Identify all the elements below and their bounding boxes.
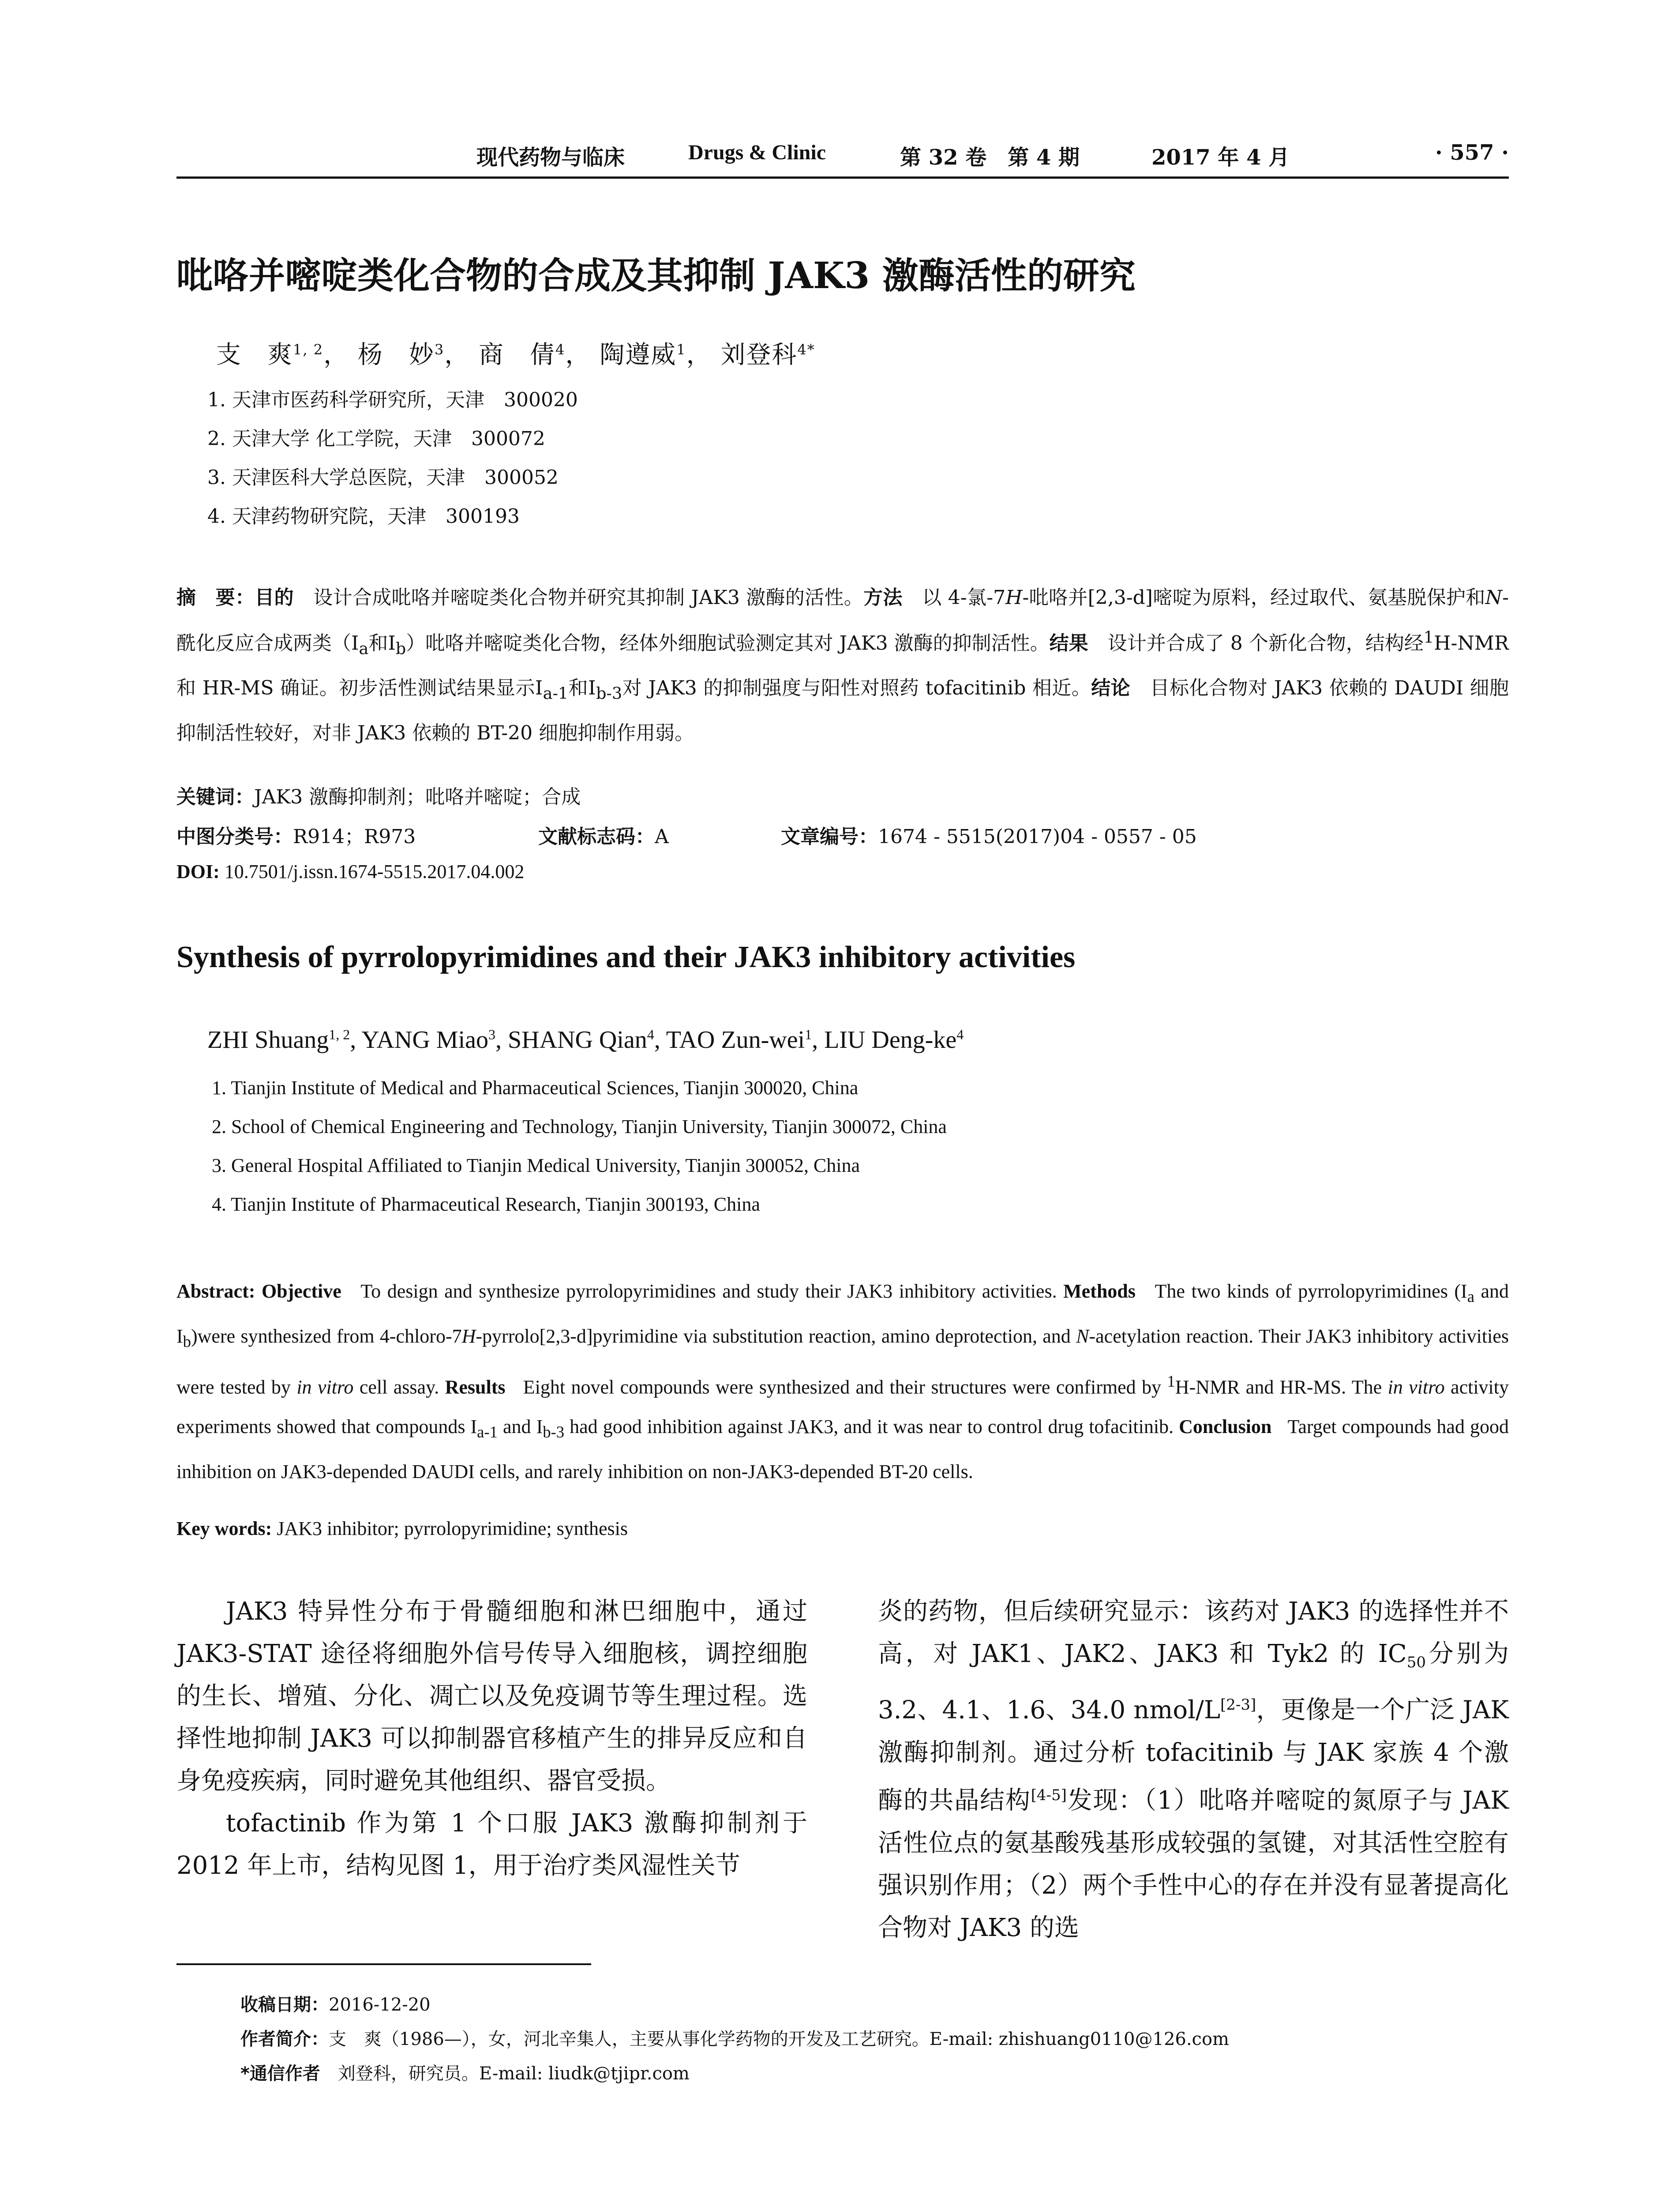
- authors-cn: 支 爽$^{1, 2}$， 杨 妙$^3$， 商 倩$^4$， 陶遵威$^1$， 刘登科$^{4*}$: [216, 341, 815, 369]
- journal-name-en: Drugs & Clinic: [688, 141, 826, 164]
- author-name: SHANG Qian: [507, 1026, 647, 1054]
- methods-label: Methods: [1063, 1280, 1136, 1302]
- footnote-rule: [176, 1963, 591, 1965]
- volume-issue: 第 32 卷 第 4 期: [900, 145, 1080, 170]
- abstract-label: Abstract:: [176, 1280, 255, 1302]
- conclusion-text: 目标化合物对 JAK3 依赖的 DAUDI 细胞抑制活性较好，对非 JAK3 依赖的 BT-20 细胞抑制作用弱。: [176, 677, 1509, 745]
- author-affiliation-mark: 4: [956, 1026, 964, 1043]
- results-text: H-NMR 和 HR-MS 确证。初步活性测试结果显示Ⅰ: [176, 632, 1509, 700]
- keywords-text: JAK3 inhibitor; pyrrolopyrimidine; synthesis: [272, 1518, 628, 1539]
- methods-italic: N: [1076, 1325, 1089, 1347]
- methods-text: -吡咯并[2,3-d]嘧啶为原料，经过取代、氨基脱保护和: [1022, 586, 1485, 609]
- methods-text: The two kinds of pyrrolopyrimidines (I: [1155, 1280, 1467, 1302]
- author-bio-label: 作者简介：: [240, 2029, 329, 2049]
- conclusion-label: Conclusion: [1179, 1416, 1272, 1438]
- conclusion-text: Target compounds had good inhibition on JAK3-depended DAUDI cells, and rarely inhibition on non-JAK3-depended BT-20 cells.: [176, 1416, 1509, 1483]
- methods-italic: N: [1485, 586, 1503, 609]
- author-name: 陶遵威: [600, 341, 677, 369]
- methods-text: -酰化反应合成两类（Ⅰ: [176, 586, 1509, 655]
- title-en: Synthesis of pyrrolopyrimidines and their JAK3 inhibitory activities: [176, 940, 1076, 974]
- subscript: a: [359, 639, 369, 658]
- author-affiliation-mark: 3: [488, 1026, 495, 1043]
- results-text: and I: [497, 1416, 543, 1438]
- journal-name-cn: 现代药物与临床: [476, 145, 625, 170]
- author-affiliation-mark: 4: [555, 341, 566, 358]
- results-label: Results: [445, 1376, 506, 1398]
- author-affiliation-mark: 4: [647, 1026, 654, 1043]
- body-text: ，更像是一个广泛 JAK 激酶抑制剂。通过分析 tofacitinib 与 JAK 家族 4 个激酶的共晶结构: [878, 1696, 1509, 1815]
- citation[interactable]: [4-5]: [1031, 1786, 1067, 1804]
- author-name: 商 倩: [479, 341, 556, 369]
- received-label: 收稿日期：: [240, 1995, 329, 2015]
- article-no-label: 文章编号：: [781, 825, 878, 848]
- methods-label: 方法: [863, 586, 903, 609]
- results-text: H-NMR and HR-MS. The: [1175, 1376, 1388, 1398]
- affiliation-cn: 4. 天津药物研究院，天津 300193: [207, 505, 520, 528]
- citation[interactable]: [2-3]: [1220, 1696, 1256, 1714]
- subscript: a-1: [477, 1423, 498, 1441]
- methods-text: ）吡咯并嘧啶类化合物，经体外细胞试验测定其对 JAK3 激酶的抑制活性。: [406, 632, 1050, 655]
- classification-value: R914；R973: [293, 825, 416, 848]
- author-bio-text: 支 爽（1986—），女，河北辛集人，主要从事化学药物的开发及工艺研究。E-mail: zhishuang0110@126.com: [329, 2029, 1229, 2049]
- document-code: [538, 821, 669, 849]
- methods-text: -acetylation reaction. Their JAK3 inhibitory activities were tested by: [176, 1325, 1509, 1398]
- authors-en: ZHI Shuang$^{1, 2}$, YANG Miao$^3$, SHANG Qian$^4$, TAO Zun-wei$^1$, LIU Deng-$ke^4$: [207, 1026, 964, 1054]
- body-paragraph: [878, 1591, 1509, 1949]
- subscript: 50: [1406, 1654, 1426, 1672]
- affiliation-cn: 1. 天津市医药科学研究所，天津 300020: [207, 389, 578, 411]
- affiliation-en: 4. Tianjin Institute of Pharmaceutical Research, Tianjin 300193, China: [212, 1193, 760, 1215]
- article-no-value: 1674 - 5515(2017)04 - 0557 - 05: [878, 825, 1197, 848]
- objective-text: 设计合成吡咯并嘧啶类化合物并研究其抑制 JAK3 激酶的活性。: [313, 586, 864, 609]
- classification-label: 中图分类号：: [176, 825, 293, 848]
- objective-label: 目的: [255, 586, 294, 609]
- doi-line: [176, 860, 524, 883]
- author-bio: [240, 2025, 1229, 2050]
- methods-text: )were synthesized from 4-chloro-7: [191, 1325, 462, 1347]
- body-column-left: [176, 1591, 807, 1887]
- author-affiliation-mark: 1, 2: [293, 341, 324, 358]
- results-text: 和Ⅰ: [568, 677, 596, 700]
- body-paragraph: tofactinib 作为第 1 个口服 JAK3 激酶抑制剂于 2012 年上市，结构见图 1，用于治疗类风湿性关节: [176, 1809, 807, 1880]
- doi-label: DOI:: [176, 861, 220, 882]
- received-date: [240, 1991, 431, 2016]
- affiliation-en: 2. School of Chemical Engineering and Technology, Tianjin University, Tianjin 300072, China: [212, 1116, 947, 1137]
- results-text: 设计并合成了 8 个新化合物，结构经: [1107, 632, 1424, 655]
- methods-text: 以 4-氯-7: [922, 586, 1006, 609]
- author-name: LIU Deng-ke: [824, 1026, 957, 1054]
- author-affiliation-mark: 1: [676, 341, 686, 358]
- superscript: 1: [1423, 628, 1434, 647]
- corr-label: *通信作者: [240, 2063, 320, 2084]
- body-paragraph: JAK3 特异性分布于骨髓细胞和淋巴细胞中，通过 JAK3-STAT 途径将细胞外信号传导入细胞核，调控细胞的生长、增殖、分化、凋亡以及免疫调节等生理过程。选择性地抑制 JAK3 可以抑制器官移植产生的排异反应和自身免疫疾病，同时避免其他组织、器官受损。: [176, 1597, 807, 1795]
- running-header: [176, 140, 1509, 176]
- objective-text: To design and synthesize pyrrolopyrimidines and study their JAK3 inhibitory activities.: [360, 1280, 1057, 1302]
- conclusion-label: 结论: [1091, 677, 1131, 700]
- keywords-cn: [176, 781, 581, 809]
- author-name: TAO Zun-wei: [666, 1026, 805, 1054]
- affiliation-cn: 3. 天津医科大学总医院，天津 300052: [207, 466, 559, 489]
- author-affiliation-mark: 4*: [797, 341, 815, 358]
- methods-text: cell assay.: [353, 1376, 439, 1398]
- abstract-en: [176, 1272, 1509, 1492]
- methods-text: and I: [176, 1280, 1509, 1347]
- abstract-cn: [176, 578, 1509, 753]
- superscript: 1: [1167, 1372, 1175, 1390]
- title-cn: 吡咯并嘧啶类化合物的合成及其抑制 JAK3 激酶活性的研究: [176, 255, 1136, 297]
- corresponding-author: [240, 2060, 690, 2085]
- received-value: 2016-12-20: [329, 1995, 431, 2015]
- methods-italic: H: [1005, 586, 1023, 609]
- results-text: had good inhibition against JAK3, and it was near to control drug tofacitinib.: [564, 1416, 1174, 1438]
- methods-text: -pyrrolo[2,3-d]pyrimidine via substitution reaction, amino deprotection, and: [476, 1325, 1076, 1347]
- page-number: · 557 ·: [1435, 140, 1509, 165]
- issue-date: 2017 年 4 月: [1151, 145, 1290, 170]
- keywords-label: 关键词：: [176, 786, 254, 808]
- doc-code-value: A: [655, 825, 669, 848]
- affiliation-cn: 2. 天津大学 化工学院，天津 300072: [207, 428, 545, 450]
- author-name: ZHI Shuang: [207, 1026, 329, 1054]
- body-column-right: [878, 1591, 1509, 1949]
- author-name: 支 爽: [216, 341, 293, 369]
- article-number: [781, 821, 1197, 849]
- keywords-text: JAK3 激酶抑制剂；吡咯并嘧啶；合成: [254, 786, 581, 808]
- objective-label: Objective: [261, 1280, 341, 1302]
- subscript: b-3: [596, 684, 622, 703]
- doi-value[interactable]: 10.7501/j.issn.1674-5515.2017.04.002: [219, 861, 525, 882]
- results-italic: in vitro: [1388, 1376, 1445, 1398]
- methods-text: 和Ⅰ: [368, 632, 396, 655]
- doc-code-label: 文献标志码：: [538, 825, 655, 848]
- author-name: YANG Miao: [361, 1026, 488, 1054]
- subscript: b: [183, 1332, 191, 1351]
- body-text: 分别为 3.2、4.1、1.6、34.0 nmol/L: [878, 1639, 1509, 1725]
- author-affiliation-mark: 3: [434, 341, 445, 358]
- body-text: 发现：（1）吡咯并嘧啶的氮原子与 JAK 活性位点的氨基酸残基形成较强的氢键，对其活性空腔有强识别作用；（2）两个手性中心的存在并没有显著提高化合物对 JAK3 的选: [878, 1786, 1509, 1942]
- keywords-en: [176, 1509, 1509, 1549]
- author-affiliation-mark: 1: [805, 1026, 812, 1043]
- subscript: b: [395, 639, 406, 658]
- subscript: b-3: [543, 1423, 565, 1441]
- methods-italic: H: [461, 1325, 476, 1347]
- methods-italic: in vitro: [296, 1376, 354, 1398]
- author-name: 刘登科: [720, 341, 798, 369]
- corr-text: 刘登科，研究员。E-mail: liudk@tjipr.com: [320, 2063, 690, 2084]
- affiliation-en: 3. General Hospital Affiliated to Tianjin Medical University, Tianjin 300052, China: [212, 1155, 860, 1176]
- author-affiliation-mark: 1, 2: [329, 1026, 350, 1043]
- author-name: 杨 妙: [357, 341, 435, 369]
- results-label: 结果: [1049, 632, 1088, 655]
- subscript: a: [1467, 1287, 1474, 1306]
- abstract-label: 摘 要：: [176, 586, 255, 609]
- results-text: Eight novel compounds were synthesized and their structures were confirmed by: [523, 1376, 1167, 1398]
- classification-number: [176, 821, 416, 849]
- affiliation-en: 1. Tianjin Institute of Medical and Pharmaceutical Sciences, Tianjin 300020, China: [212, 1077, 859, 1099]
- results-text: activity experiments showed that compounds I: [176, 1376, 1509, 1438]
- keywords-label: Key words:: [176, 1518, 272, 1539]
- results-text: 对 JAK3 的抑制强度与阳性对照药 tofacitinib 相近。: [622, 677, 1091, 700]
- body-text: 炎的药物，但后续研究显示：该药对 JAK3 的选择性并不高，对 JAK1、JAK2、JAK3 和 Tyk2 的 IC: [878, 1597, 1509, 1668]
- header-rule: [176, 176, 1509, 179]
- subscript: a-1: [543, 684, 569, 703]
